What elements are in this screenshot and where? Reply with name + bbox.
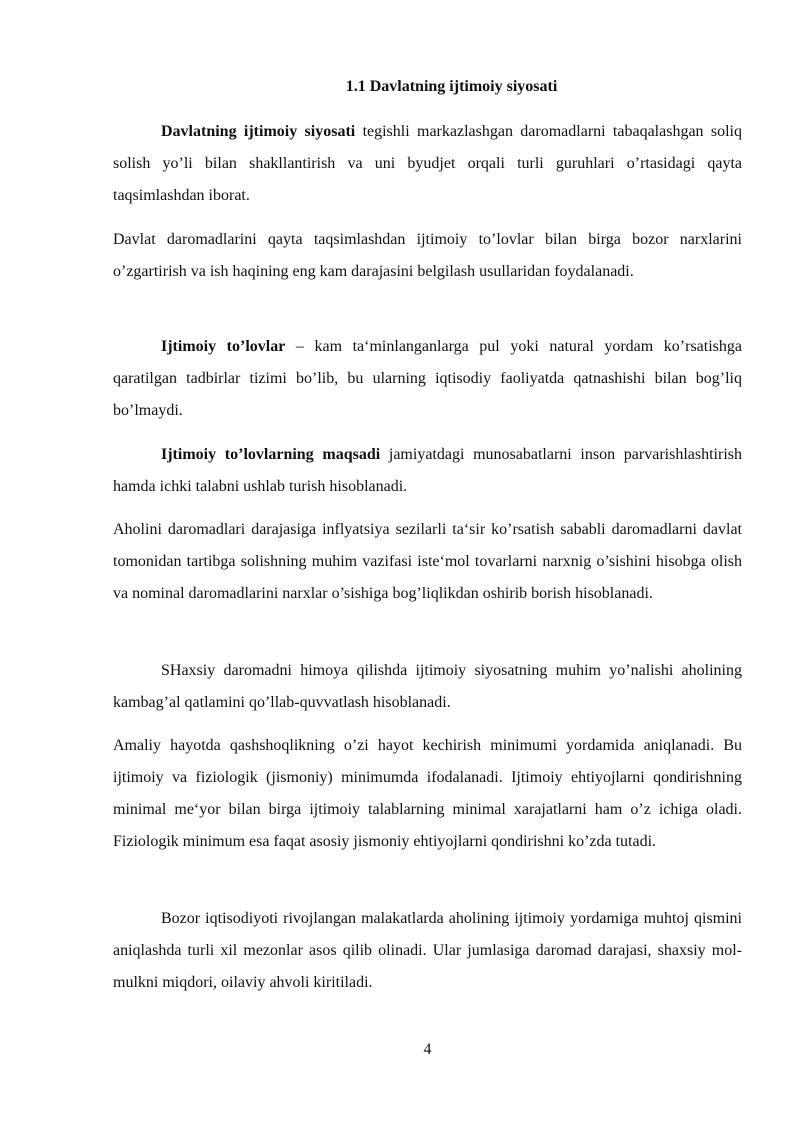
paragraph-text: Aholini daromadlari darajasiga inflyatsiya sezilarli ta‘sir ko’rsatish sababli daromadlarni davlat tomonidan tartibga solishning muhim vazifasi iste‘mol tovarlarni narxnig o’sishini hisobga olish va nominal daromadlarini narxlar o’sishiga bog’liqlikdan oshirib borish hisoblanadi.: [113, 521, 742, 602]
paragraph-text: SHaxsiy daromadni himoya qilishda ijtimoiy siyosatning muhim yo’nalishi aholining kambag’al qatlamini qo’llab-quvvatlash hisoblanadi.: [113, 662, 742, 711]
paragraph-text: Davlat daromadlarini qayta taqsimlashdan ijtimoiy to’lovlar bilan birga bozor narxlarini o’zgartirish va ish haqining eng kam darajasini belgilash usullaridan foydalanadi.: [113, 231, 742, 280]
paragraph-5: [113, 514, 742, 610]
paragraph-text: tegishli markazlashgan daromadlarni tabaqalashgan soliq solish yo’li bilan shakllantirish va uni byudjet orqali turli guruhlari o’rtasidagi qayta taqsimlashdan iborat.: [113, 123, 742, 204]
term-bold: Ijtimoiy to’lovlarning maqsadi: [161, 446, 381, 463]
paragraph-1: [113, 116, 742, 212]
paragraph-6: [113, 655, 742, 719]
paragraph-8: [113, 903, 742, 999]
paragraph-2: [113, 224, 742, 288]
paragraph-7: [113, 730, 742, 858]
paragraph-4: [113, 439, 742, 503]
paragraph-text: Bozor iqtisodiyoti rivojlangan malakatlarda aholining ijtimoiy yordamiga muhtoj qismini aniqlashda turli xil mezonlar asos qilib olinadi. Ular jumlasiga daromad darajasi, shaxsiy mol-mulkni miqdori, oilaviy ahvoli kiritiladi.: [113, 910, 742, 991]
paragraph-text: Amaliy hayotda qashshoqlikning o’zi hayot kechirish minimumi yordamida aniqlanadi. Bu ijtimoiy va fiziologik (jismoniy) minimumda ifodalanadi. Ijtimoiy ehtiyojlarni qondirishning minimal me‘yor bilan birga ijtimoiy talablarning minimal xarajatlarni ham o’z ichiga oladi. Fiziologik minimum esa faqat asosiy jismoniy ehtiyojlarni qondirishni ko’zda tutadi.: [113, 737, 742, 850]
term-bold: Davlatning ijtimoiy siyosati: [161, 123, 356, 140]
page-number: 4: [423, 1041, 432, 1058]
paragraph-text: – kam ta‘minlanganlarga pul yoki natural yordam ko’rsatishga qaratilgan tadbirlar tizimi bo’lib, bu ularning iqtisodiy faoliyatda qatnashishi bilan bog’liq bo’lmaydi.: [113, 338, 742, 419]
section-title: 1.1 Davlatning ijtimoiy siyosati: [345, 78, 558, 95]
term-bold: Ijtimoiy to’lovlar: [161, 338, 286, 355]
paragraph-3: [113, 331, 742, 427]
paragraph-text: jamiyatdagi munosabatlarni inson parvarishlashtirish hamda ichki talabni ushlab turish hisoblanadi.: [113, 446, 742, 495]
